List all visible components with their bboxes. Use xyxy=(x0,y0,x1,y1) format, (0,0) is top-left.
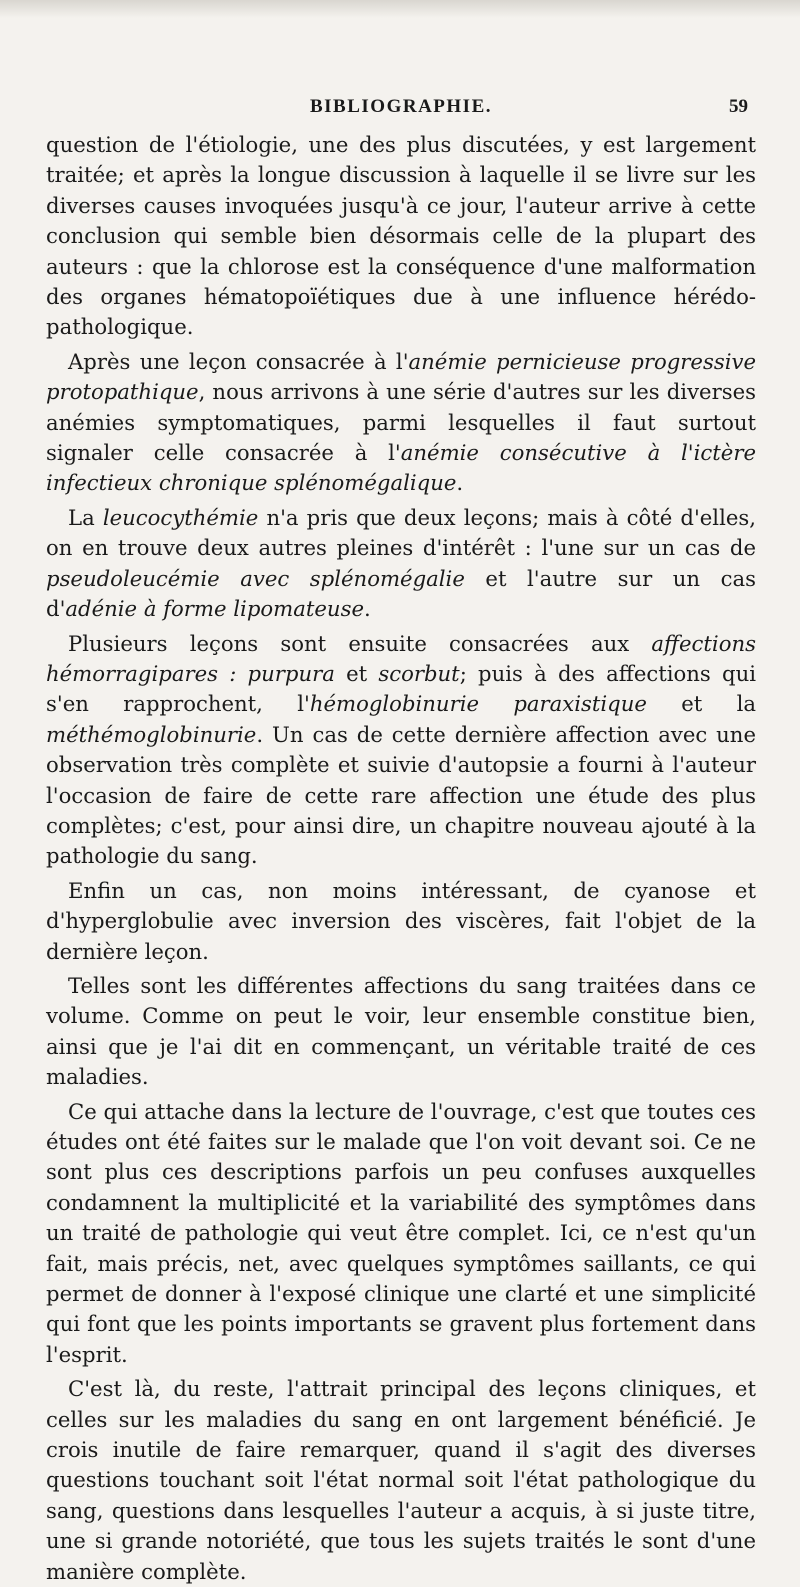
text-run: . xyxy=(363,596,371,622)
text-run: C'est là, du reste, l'attrait principal des leçons cliniques, et celles sur les maladies du sang en ont largement bénéficié. Je crois inutile de faire remarquer, quand il s'agit des diverses questions touchant soit l'état normal soit l'état pathologique du sang, questions dans lesquelles l'auteur a acquis, à si juste titre, une si grande notoriété, que tous les sujets traités le sont d'une manière complète. xyxy=(46,1376,756,1584)
text-run: , nous arrivons à une série d'autres sur les diverses anémies symptomatiques, parmi lesquelles il faut surtout signaler celle consacrée à l' xyxy=(46,379,756,466)
paragraph xyxy=(46,503,756,625)
italic-run: affections hémorragipares : purpura xyxy=(46,630,756,686)
italic-run: scorbut xyxy=(378,660,460,686)
paragraph xyxy=(46,629,756,872)
text-run: Ce qui attache dans la lecture de l'ouvrage, c'est que toutes ces études ont été faites sur le malade que l'on voit devant soi. Ce ne sont plus ces descriptions parfois un peu confuses auxquelles condamnent la multiplicité et la variabilité des symptômes dans un traité de pathologie qui veut être complet. Ici, ce n'est qu'un fait, mais précis, net, avec quelques symptômes saillants, ce qui permet de donner à l'exposé clinique une clarté et une simplicité qui font que les points importants se gravent plus fortement dans l'esprit. xyxy=(46,1098,756,1367)
italic-run: adénie à forme lipomateuse xyxy=(65,596,364,622)
page-number: 59 xyxy=(729,96,748,117)
paragraph xyxy=(46,347,756,499)
text-run: et xyxy=(334,660,379,686)
paragraph xyxy=(46,876,756,967)
italic-run: leucocythémie xyxy=(102,504,259,530)
running-title: BIBLIOGRAPHIE. xyxy=(309,96,492,117)
text-run: Après une leçon consacrée à l' xyxy=(68,348,409,374)
text-run: Telles sont les différentes affections du sang traitées dans ce volume. Comme on peut le voir, leur ensemble constitue bien, ainsi que je l'ai dit en commençant, un véritable traité de ces maladies. xyxy=(46,972,756,1090)
text-run: Plusieurs leçons sont ensuite consacrées aux xyxy=(68,630,652,656)
italic-run: anémie pernicieuse progressive protopathique xyxy=(46,348,756,405)
text-run: question de l'étiologie, une des plus discutées, y est largement traitée; et après la longue discussion à laquelle il se livre sur les diverses causes invoquées jusqu'à ce jour, l'auteur arrive à cette conclusion qui semble bien désormais celle de la plupart des auteurs : que la chlorose est la conséquence d'une malformation des organes hématopoïétiques due à une influence hérédo-pathologique. xyxy=(46,132,756,340)
text-run: ; puis à des affections qui s'en rapprochent, l' xyxy=(46,660,756,717)
paragraph xyxy=(46,130,756,343)
text-run: La xyxy=(68,504,103,530)
text-run: Enfin un cas, non moins intéressant, de cyanose et d'hyperglobulie avec inversion des viscères, fait l'objet de la dernière leçon. xyxy=(46,877,756,964)
text-run: et la xyxy=(646,691,756,717)
italic-run: pseudoleucémie avec splénomégalie xyxy=(46,565,465,591)
paragraph xyxy=(46,1374,756,1587)
paragraph xyxy=(46,971,756,1093)
text-run: . Un cas de cette dernière affection avec une observation très complète et suivie d'autopsie a fourni à l'auteur l'occasion de faire de cette rare affection une étude des plus complètes; c'est, pour ainsi dire, un chapitre nouveau ajouté à la pathologie du sang. xyxy=(46,721,756,869)
italic-run: méthémoglobinurie xyxy=(46,721,257,747)
italic-run: anémie consécutive à l'ictère infectieux chronique splénomégalique xyxy=(46,440,756,496)
paragraph xyxy=(46,1097,756,1371)
text-run: et l'autre sur un cas d' xyxy=(46,565,756,622)
text-run: n'a pris que deux leçons; mais à côté d'elles, on en trouve deux autres pleines d'intérêt : l'une sur un cas de xyxy=(46,504,757,561)
body-text xyxy=(46,130,756,1587)
page-edge-shadow xyxy=(0,0,800,18)
running-head xyxy=(46,90,756,120)
text-run: . xyxy=(456,470,464,496)
italic-run: hémoglobinurie paraxistique xyxy=(309,691,647,717)
